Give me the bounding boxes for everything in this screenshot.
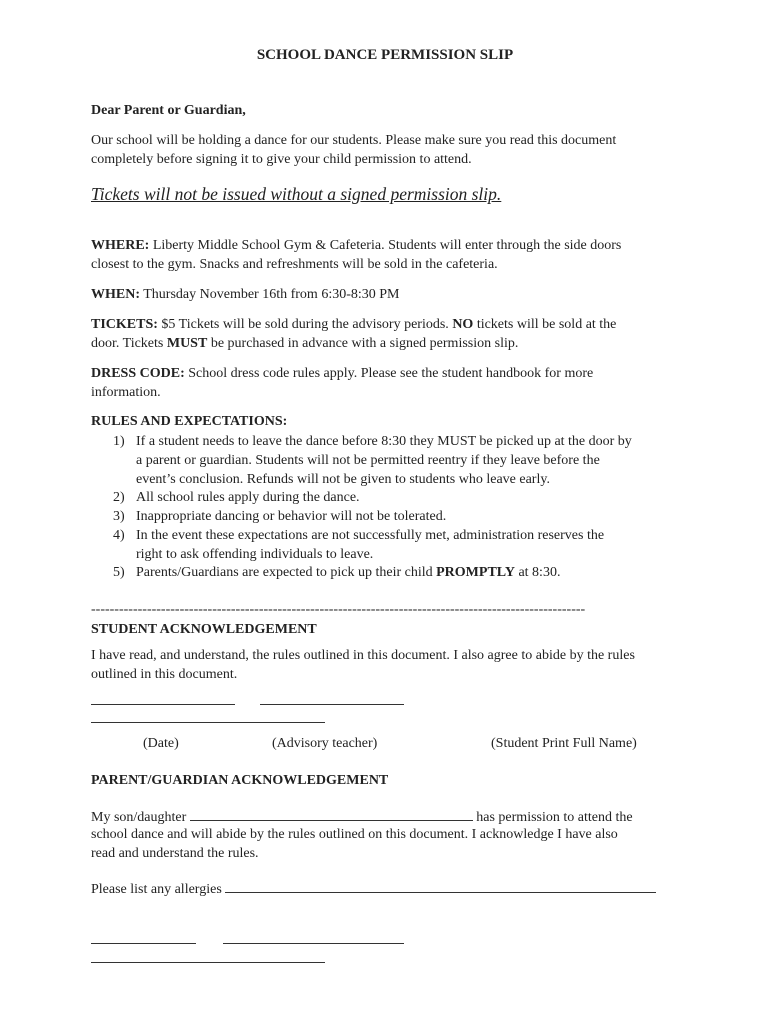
allergies-line <box>91 878 656 899</box>
intro-line-1: Our school will be holding a dance for our students. Please make sure you read this document <box>91 133 617 148</box>
parent-name-signature-line[interactable] <box>91 962 325 963</box>
rules-heading: RULES AND EXPECTATIONS: <box>91 414 288 429</box>
dress-code-text-1: School dress code rules apply. Please see the student handbook for more <box>184 366 594 381</box>
rule-number: 1) <box>113 434 125 449</box>
advisory-teacher-signature-line[interactable] <box>260 704 404 705</box>
rule-number: 5) <box>113 565 125 580</box>
parent-ack-text-1b: has permission to attend the <box>472 810 633 825</box>
promptly: PROMPTLY <box>436 565 515 580</box>
tickets-text-2b: be purchased in advance with a signed permission slip. <box>207 336 519 351</box>
rule-number: 2) <box>113 490 125 505</box>
dress-code-line-2: information. <box>91 385 161 400</box>
rule-number: 4) <box>113 528 125 543</box>
tickets-text-1a: $5 Tickets will be sold during the advisory periods. <box>157 317 453 332</box>
parent-ack-text-1a: My son/daughter <box>91 810 190 825</box>
dress-code-label: DRESS CODE: <box>91 366 185 381</box>
dress-code-line-1 <box>91 364 593 383</box>
tickets-text-2a: door. Tickets <box>91 336 167 351</box>
date-label: (Date) <box>143 736 179 751</box>
advisory-teacher-label: (Advisory teacher) <box>272 736 378 751</box>
parent-ack-line-3: read and understand the rules. <box>91 846 259 861</box>
student-name-signature-line[interactable] <box>91 722 325 723</box>
tickets-text-1b: tickets will be sold at the <box>473 317 617 332</box>
rule-text: If a student needs to leave the dance before 8:30 they MUST be picked up at the door by <box>136 434 632 449</box>
where-line-1 <box>91 236 621 255</box>
student-ack-line-2: outlined in this document. <box>91 667 238 682</box>
tickets-must: MUST <box>166 336 208 351</box>
where-line-2: closest to the gym. Snacks and refreshments will be sold in the cafeteria. <box>91 257 498 272</box>
parent-ack-line-2: school dance and will abide by the rules outlined on this document. I acknowledge I have also <box>91 827 618 842</box>
tickets-note: Tickets will not be issued without a signed permission slip. <box>91 184 502 204</box>
parent-date-signature-line[interactable] <box>91 943 196 944</box>
when-text: Thursday November 16th from 6:30-8:30 PM <box>140 287 400 302</box>
tickets-line-1 <box>91 315 616 334</box>
rule-text: In the event these expectations are not successfully met, administration reserves the <box>136 528 605 543</box>
parent-signature-line[interactable] <box>223 943 404 944</box>
date-signature-line[interactable] <box>91 704 235 705</box>
rule-text: All school rules apply during the dance. <box>136 490 360 505</box>
parent-ack-line-1 <box>91 806 633 827</box>
intro-line-2: completely before signing it to give your child permission to attend. <box>91 152 472 167</box>
allergies-blank[interactable] <box>225 878 656 893</box>
child-name-blank[interactable] <box>190 806 473 821</box>
rule-text <box>136 563 560 582</box>
tickets-line-2 <box>91 334 518 353</box>
rule-text-main: Parents/Guardians are expected to pick up their child <box>136 565 437 580</box>
parent-ack-heading: PARENT/GUARDIAN ACKNOWLEDGEMENT <box>91 773 389 788</box>
rule-text: a parent or guardian. Students will not be permitted reentry if they leave before the <box>136 453 600 468</box>
allergies-label: Please list any allergies <box>91 882 226 897</box>
greeting: Dear Parent or Guardian, <box>91 103 246 118</box>
student-ack-line-1: I have read, and understand, the rules outlined in this document. I also agree to abide by the rules <box>91 648 635 663</box>
page-title: SCHOOL DANCE PERMISSION SLIP <box>256 47 514 63</box>
when-line <box>91 285 400 304</box>
student-ack-heading: STUDENT ACKNOWLEDGEMENT <box>91 622 317 637</box>
divider: ---------------------------------------------------------------------------------------------------------- <box>91 602 586 617</box>
when-label: WHEN: <box>91 287 140 302</box>
rule-text: event’s conclusion. Refunds will not be given to students who leave early. <box>136 472 550 487</box>
tickets-label: TICKETS: <box>91 317 158 332</box>
student-name-label: (Student Print Full Name) <box>491 736 637 751</box>
rule-text-tail: at 8:30. <box>514 565 561 580</box>
rule-number: 3) <box>113 509 125 524</box>
tickets-no: NO <box>452 317 474 332</box>
where-label: WHERE: <box>91 238 150 253</box>
rule-text: right to ask offending individuals to leave. <box>136 547 374 562</box>
rule-text: Inappropriate dancing or behavior will not be tolerated. <box>136 509 447 524</box>
where-text-1: Liberty Middle School Gym & Cafeteria. Students will enter through the side doors <box>149 238 622 253</box>
